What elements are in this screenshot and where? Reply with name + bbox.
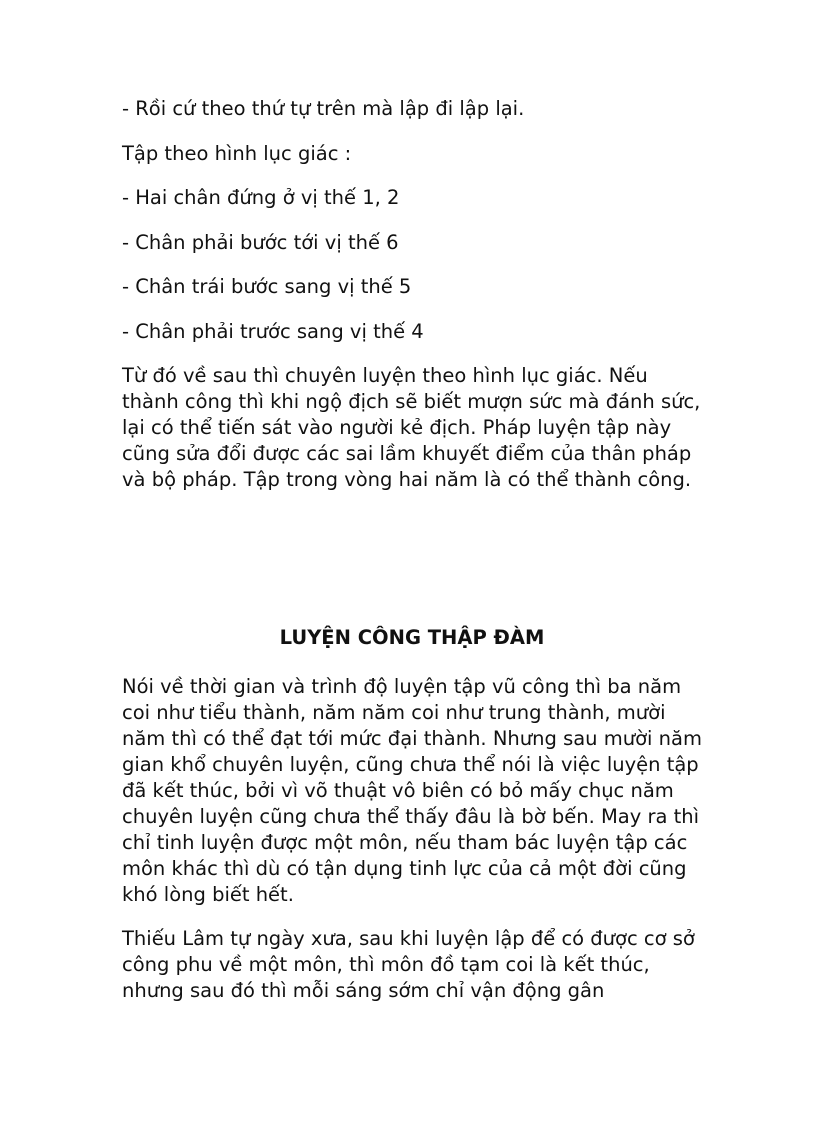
list-item-step-1: - Hai chân đứng ở vị thế 1, 2	[122, 186, 400, 209]
paragraph-shaolin: Thiếu Lâm tự ngày xưa, sau khi luyện lập để có được cơ sở công phu về một môn, thì môn đồ tạm coi là kết thúc, nhưng sau đó thì mỗi sáng sớm chỉ vận động gân	[122, 927, 695, 1002]
document-page	[122, 96, 702, 1002]
text-line-hexagon-intro: Tập theo hình lục giác :	[122, 141, 352, 165]
list-item-step-2: - Chân phải bước tới vị thế 6	[122, 230, 399, 254]
text-line-repeat: - Rồi cứ theo thứ tự trên mà lập đi lập lại.	[122, 97, 525, 120]
section-body	[122, 674, 702, 1022]
section-heading: LUYỆN CÔNG THẬP ĐÀM	[279, 626, 545, 649]
paragraph-training-duration: Nói về thời gian và trình độ luyện tập vũ công thì ba năm coi như tiểu thành, năm năm coi như trung thành, mười năm thì có thể đạt tới mức đại thành. Nhưng sau mười năm gian khổ chuyên luyện, cũng chưa thể nói là việc luyện tập đã kết thúc, bởi vì võ thuật vô biên có bỏ mấy chục năm chuyên luyện cũng chưa thể thấy đâu là bờ bến. May ra thì chỉ tinh luyện được một môn, nếu tham bác luyện tập các môn khác thì dù có tận dụng tinh lực của cả một đời cũng khó lòng biết hết.	[122, 675, 702, 906]
list-item-step-3: - Chân trái bước sang vị thế 5	[122, 275, 412, 298]
list-item-step-4: - Chân phải trước sang vị thế 4	[122, 319, 424, 343]
paragraph-hexagon-practice: Từ đó về sau thì chuyên luyện theo hình lục giác. Nếu thành công thì khi ngộ địch sẽ biết mượn sức mà đánh sức, lại có thể tiến sát vào người kẻ địch. Pháp luyện tập này cũng sửa đổi được các sai lầm khuyết điểm của thân pháp và bộ pháp. Tập trong vòng hai năm là có thể thành công.	[122, 364, 701, 491]
